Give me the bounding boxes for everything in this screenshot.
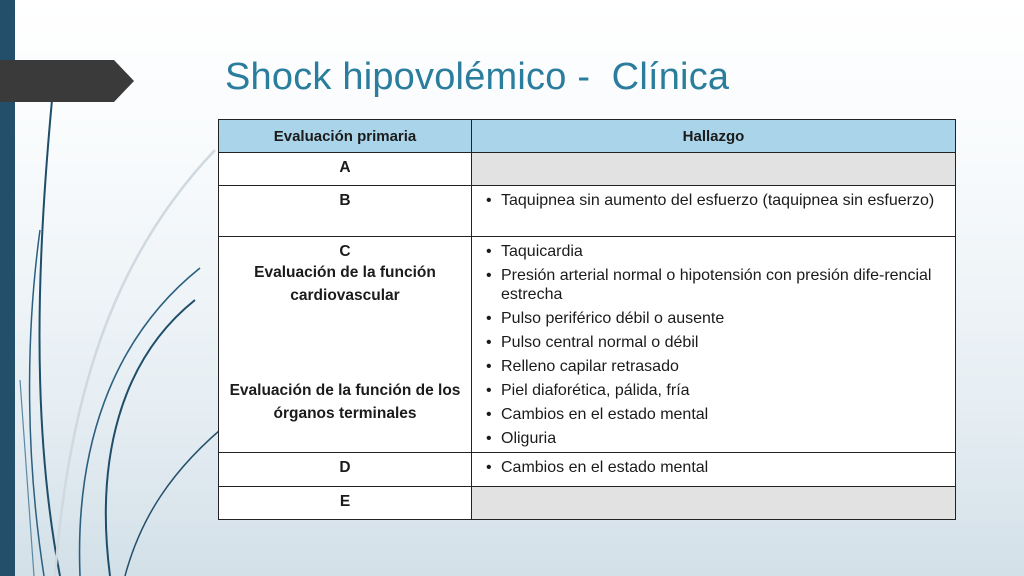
finding-item: • Pulso central normal o débil bbox=[480, 333, 947, 352]
finding-cell-empty bbox=[472, 153, 956, 186]
finding-item: • Piel diaforética, pálida, fría bbox=[480, 381, 947, 400]
finding-item: • Taquipnea sin aumento del esfuerzo (taquipnea sin esfuerzo) bbox=[480, 191, 947, 210]
slide-title: Shock hipovolémico - Clínica bbox=[225, 56, 730, 98]
finding-item: • Cambios en el estado mental bbox=[480, 405, 947, 424]
finding-item: • Pulso periférico débil o ausente bbox=[480, 309, 947, 328]
finding-cell bbox=[472, 453, 956, 487]
table-header-row bbox=[219, 120, 956, 153]
row-label-e: E bbox=[219, 487, 472, 520]
finding-item: • Presión arterial normal o hipotensión con presión dife-rencial estrecha bbox=[480, 266, 947, 304]
table-row bbox=[219, 186, 956, 237]
header-evaluacion-primaria: Evaluación primaria bbox=[219, 120, 472, 153]
subheading-organos-terminales: Evaluación de la función de los órganos terminales bbox=[229, 382, 461, 422]
arrow-tab-icon bbox=[0, 60, 134, 102]
finding-item: • Taquicardia bbox=[480, 242, 947, 261]
assessment-table bbox=[218, 119, 956, 520]
finding-item: • Oliguria bbox=[480, 429, 947, 448]
row-label-c: C bbox=[339, 243, 351, 260]
row-label-c-cell bbox=[219, 237, 472, 453]
header-hallazgo: Hallazgo bbox=[472, 120, 956, 153]
finding-cell bbox=[472, 186, 956, 237]
finding-item: • Relleno capilar retrasado bbox=[480, 357, 947, 376]
row-label-d: D bbox=[219, 453, 472, 487]
table-row bbox=[219, 487, 956, 520]
row-label-b: B bbox=[219, 186, 472, 237]
table-row bbox=[219, 453, 956, 487]
finding-item: • Cambios en el estado mental bbox=[480, 458, 947, 477]
table-row bbox=[219, 237, 956, 453]
subheading-cardiovascular: Evaluación de la función cardiovascular bbox=[254, 264, 436, 304]
finding-cell-empty bbox=[472, 487, 956, 520]
table-row bbox=[219, 153, 956, 186]
finding-cell bbox=[472, 237, 956, 453]
row-label-a: A bbox=[219, 153, 472, 186]
